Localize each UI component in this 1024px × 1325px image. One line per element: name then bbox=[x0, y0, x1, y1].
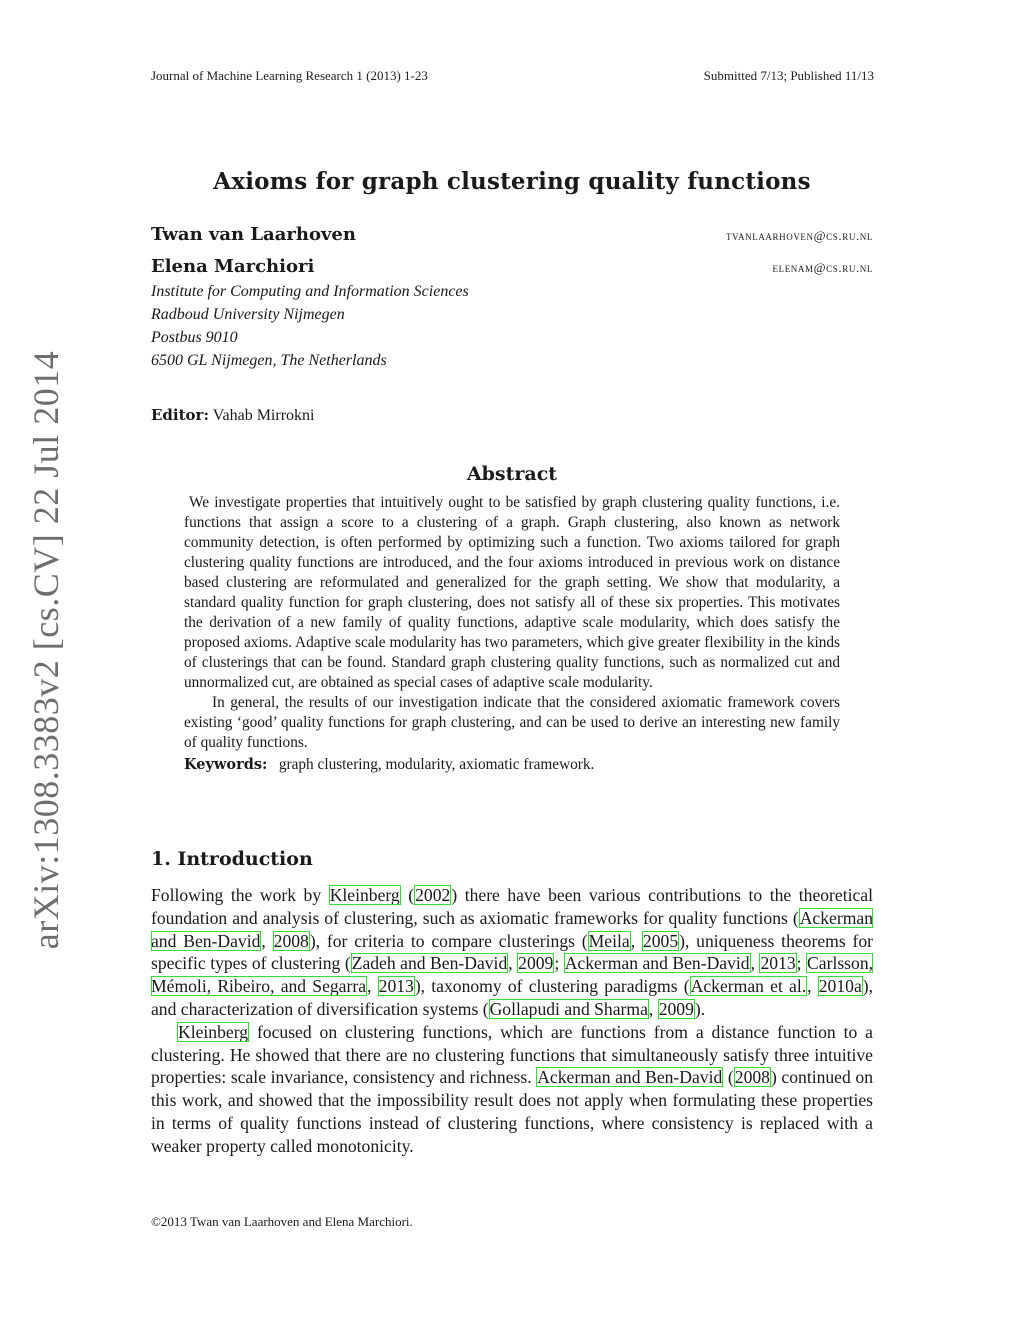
citation-link[interactable]: 2013 bbox=[760, 953, 796, 974]
intro-paragraph-1: Following the work by Kleinberg (2002) there have been various contributions to the theoretical foundation and analysis of clustering, such as axiomatic frameworks for quality functions (Ackerman and Ben-David, 2008), for criteria to compare clusterings (Meila, 2005), uniqueness theorems for specific types of clustering (Zadeh and Ben-David, 2009; Ackerman and Ben-David, 2013; Carlsson, Mémoli, Ribeiro, and Segarra, 2013), taxonomy of clustering paradigms (Ackerman et al., 2010a), and characterization of diversification systems (Gollapudi and Sharma, 2009). bbox=[151, 885, 874, 1019]
citation-link[interactable]: 2008 bbox=[273, 930, 309, 951]
author-name: Elena Marchiori bbox=[151, 256, 315, 277]
affiliation-line: Institute for Computing and Information Sciences bbox=[151, 283, 469, 300]
abstract-heading: Abstract bbox=[466, 463, 558, 485]
affiliation-line: Radboud University Nijmegen bbox=[151, 306, 345, 323]
author-email: tvanlaarhoven@cs.ru.nl bbox=[725, 228, 873, 243]
citation-link[interactable]: Ackerman and Ben-David bbox=[537, 1067, 723, 1088]
journal-header: Journal of Machine Learning Research 1 (2013) 1-23 bbox=[151, 68, 428, 83]
citation-link[interactable]: Ackerman et al. bbox=[690, 976, 807, 997]
abstract-paragraph: In general, the results of our investigation indicate that the considered axiomatic framework covers existing ‘good’ quality functions for graph clustering, and can be used to derive an interesting new family of quality functions. bbox=[184, 694, 840, 751]
author-email: elenam@cs.ru.nl bbox=[772, 260, 873, 275]
abstract-body bbox=[184, 493, 840, 775]
paper-title: Axioms for graph clustering quality functions bbox=[213, 168, 811, 195]
citation-link[interactable]: 2013 bbox=[378, 976, 414, 997]
editor-line bbox=[151, 406, 314, 425]
author-row-2 bbox=[151, 256, 873, 277]
introduction-body bbox=[151, 884, 873, 1158]
editor-name: Vahab Mirrokni bbox=[212, 407, 315, 424]
author-row-1 bbox=[151, 224, 873, 245]
intro-paragraph-2: Kleinberg focused on clustering functions, which are functions from a distance function to a clustering. He showed that there are no clustering functions that simultaneously satisfy three intuitive properties: scale invariance, consistency and richness. Ackerman and Ben-David (2008) continued on this work, and showed that the impossibility result does not apply when formulating these properties in terms of quality functions instead of clustering functions, where consistency is replaced with a weaker property called monotonicity. bbox=[151, 1021, 873, 1156]
keywords-list: graph clustering, modularity, axiomatic framework. bbox=[278, 756, 595, 773]
submission-dates: Submitted 7/13; Published 11/13 bbox=[703, 68, 874, 83]
citation-link[interactable]: 2008 bbox=[734, 1067, 770, 1088]
citation-link[interactable]: Ackerman and Ben-David bbox=[564, 953, 750, 974]
copyright-footer: ©2013 Twan van Laarhoven and Elena Marchiori. bbox=[151, 1214, 413, 1229]
citation-link[interactable]: 2002 bbox=[415, 885, 451, 905]
citation-link[interactable]: 2010a bbox=[818, 976, 862, 997]
abstract-paragraph: We investigate properties that intuitively ought to be satisfied by graph clustering quality functions, i.e. functions that assign a score to a clustering of a graph. Graph clustering, also known as network community detection, is often performed by optimizing such a function. Two axioms tailored for graph clustering quality functions are introduced, and the four axioms introduced in previous work on distance based clustering are reformulated and generalized for the graph setting. We show that modularity, a standard quality function for graph clustering, does not satisfy all of these six properties. This motivates the derivation of a new family of quality functions, adaptive scale modularity, which does satisfy the proposed axioms. Adaptive scale modularity has two parameters, which give greater flexibility in the kinds of clusterings that can be found. Standard graph clustering quality functions, such as normalized cut and unnormalized cut, are obtained as special cases of adaptive scale modularity. bbox=[184, 494, 840, 691]
keywords-label: Keywords: bbox=[184, 756, 268, 773]
citation-link[interactable]: Carlsson, Mémoli, Ribeiro, and Segarra bbox=[151, 953, 874, 997]
author-name: Twan van Laarhoven bbox=[151, 224, 356, 245]
keywords-line bbox=[184, 755, 840, 775]
section-heading-introduction: 1. Introduction bbox=[151, 848, 313, 870]
citation-link[interactable]: Kleinberg bbox=[178, 1021, 249, 1042]
citation-link[interactable]: Gollapudi and Sharma bbox=[489, 998, 648, 1019]
citation-link[interactable]: Meila bbox=[588, 930, 630, 951]
citation-link[interactable]: 2009 bbox=[658, 998, 694, 1019]
arxiv-margin-stamp: arXiv:1308.3383v2 [cs.CV] 22 Jul 2014 bbox=[26, 350, 66, 950]
citation-link[interactable]: 2009 bbox=[518, 953, 554, 974]
affiliation bbox=[151, 280, 469, 372]
affiliation-line: 6500 GL Nijmegen, The Netherlands bbox=[151, 352, 387, 369]
citation-link[interactable]: Ackerman and Ben-David bbox=[151, 907, 873, 951]
citation-link[interactable]: Kleinberg bbox=[329, 885, 400, 905]
citation-link[interactable]: Zadeh and Ben-David bbox=[351, 953, 508, 974]
affiliation-line: Postbus 9010 bbox=[151, 329, 238, 346]
citation-link[interactable]: 2005 bbox=[642, 930, 679, 951]
editor-label: Editor: bbox=[151, 406, 209, 424]
